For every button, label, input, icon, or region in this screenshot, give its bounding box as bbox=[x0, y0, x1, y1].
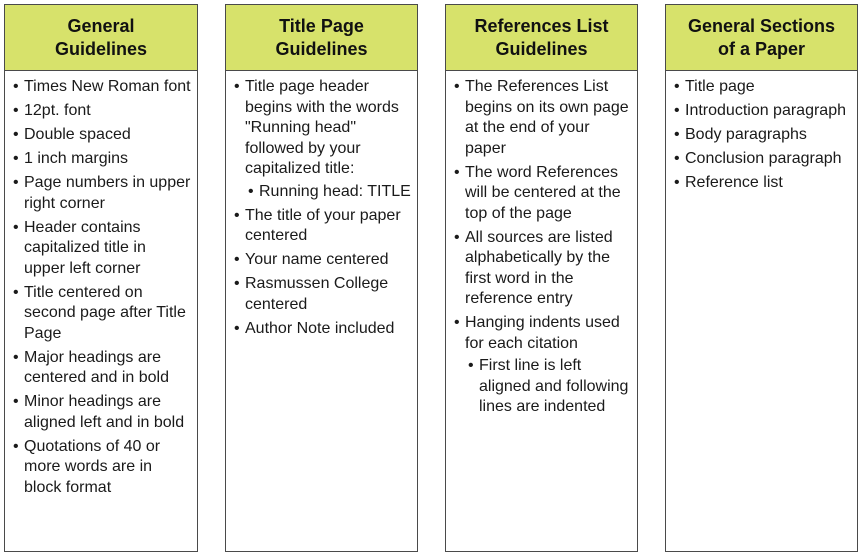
list-item: • Page numbers in upper right corner bbox=[13, 173, 191, 214]
list-item: • Body paragraphs bbox=[674, 125, 851, 146]
list-item bbox=[234, 77, 411, 202]
list-item: • Conclusion paragraph bbox=[674, 149, 851, 170]
list-item: • Introduction paragraph bbox=[674, 101, 851, 122]
list-item: • Quotations of 40 or more words are in block format bbox=[13, 437, 191, 499]
column-references-list-guidelines bbox=[445, 4, 638, 552]
sub-list bbox=[465, 356, 631, 418]
guideline-list bbox=[446, 71, 637, 418]
list-item: • Title page bbox=[674, 77, 851, 98]
sub-list-item: • First line is left aligned and following lines are indented bbox=[468, 356, 631, 418]
list-item: • The word References will be centered at the top of the page bbox=[454, 163, 631, 225]
list-item: • Times New Roman font bbox=[13, 77, 191, 98]
list-item-text: Hanging indents used for each citation bbox=[465, 314, 620, 352]
list-item: • Double spaced bbox=[13, 125, 191, 146]
list-item: • 1 inch margins bbox=[13, 149, 191, 170]
list-item: • Reference list bbox=[674, 173, 851, 194]
list-item: • Header contains capitalized title in upper left corner bbox=[13, 218, 191, 280]
guideline-list bbox=[5, 71, 197, 498]
list-item bbox=[454, 313, 631, 418]
guideline-list bbox=[226, 71, 417, 339]
column-header bbox=[5, 5, 197, 71]
list-item: • All sources are listed alphabetically by the first word in the reference entry bbox=[454, 228, 631, 310]
sub-list-item: • Running head: TITLE bbox=[248, 182, 411, 203]
column-title: General Sections of a Paper bbox=[687, 15, 836, 59]
column-title: Title Page Guidelines bbox=[275, 15, 368, 59]
list-item: • The title of your paper centered bbox=[234, 206, 411, 247]
list-item: • 12pt. font bbox=[13, 101, 191, 122]
list-item: • Title centered on second page after Title Page bbox=[13, 283, 191, 345]
list-item: • Your name centered bbox=[234, 250, 411, 271]
list-item: • The References List begins on its own page at the end of your paper bbox=[454, 77, 631, 159]
column-general-sections bbox=[665, 4, 858, 552]
list-item: • Rasmussen College centered bbox=[234, 274, 411, 315]
list-item: • Minor headings are aligned left and in bold bbox=[13, 392, 191, 433]
column-title: General Guidelines bbox=[54, 15, 148, 59]
column-header bbox=[226, 5, 417, 71]
column-header bbox=[446, 5, 637, 71]
section-list bbox=[666, 71, 857, 194]
column-title: References List Guidelines bbox=[474, 15, 609, 59]
list-item: • Author Note included bbox=[234, 319, 411, 340]
column-general-guidelines bbox=[4, 4, 198, 552]
list-item: • Major headings are centered and in bold bbox=[13, 348, 191, 389]
column-title-page-guidelines bbox=[225, 4, 418, 552]
list-item-text: Title page header begins with the words "Running head" followed by your capitalized title: bbox=[245, 78, 399, 177]
column-header bbox=[666, 5, 857, 71]
sub-list bbox=[245, 182, 411, 203]
